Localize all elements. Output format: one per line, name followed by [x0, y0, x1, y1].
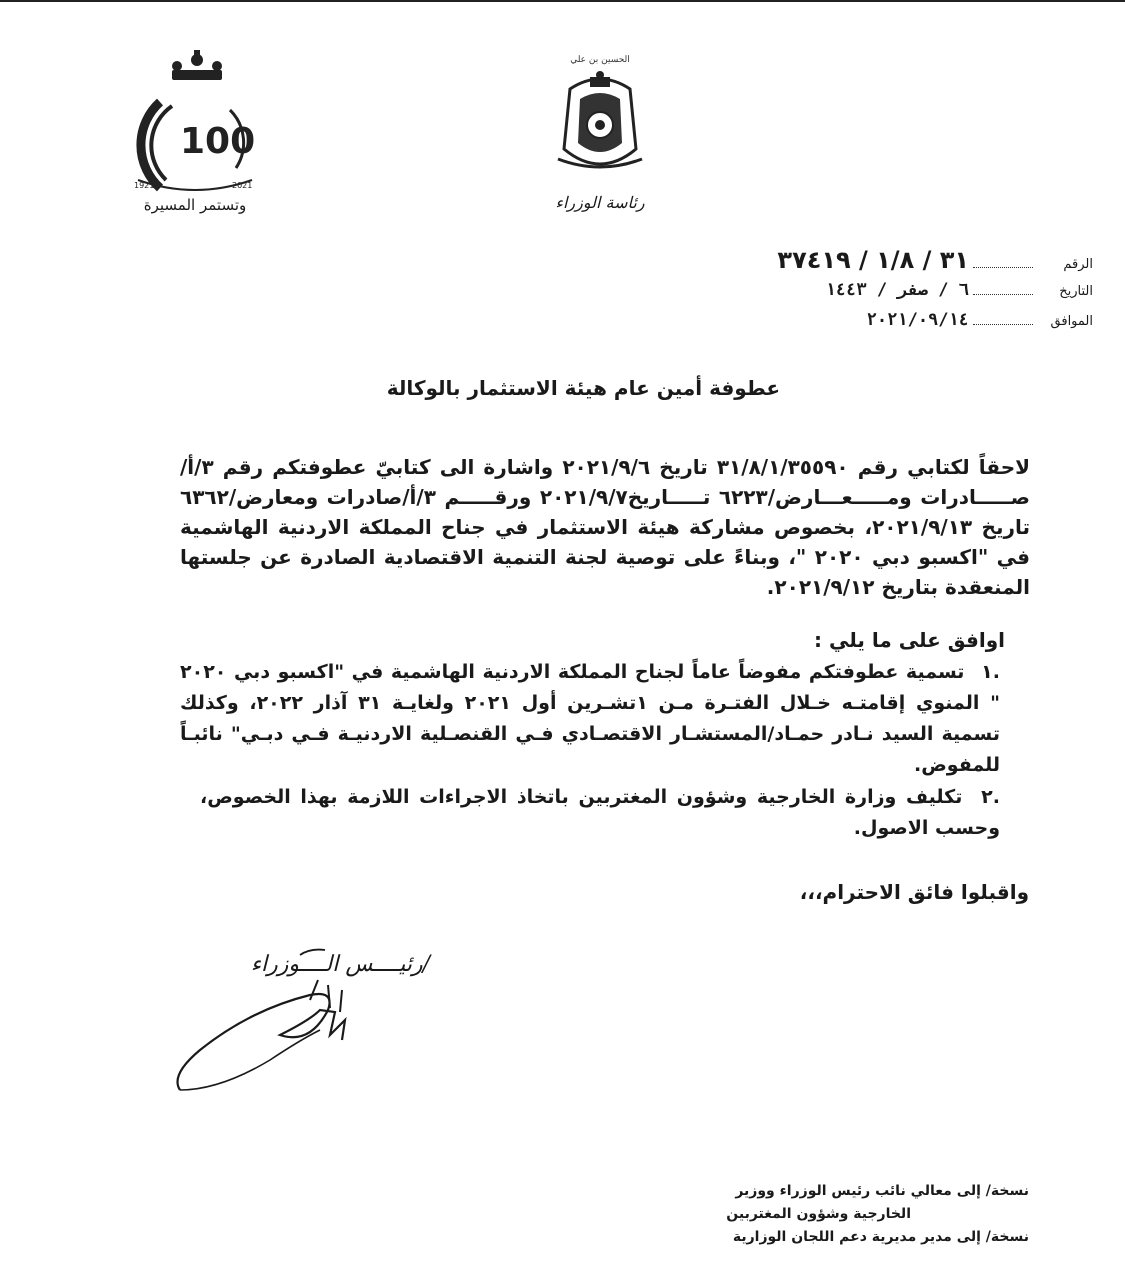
reference-date-value: ٦ / صفر / ١٤٤٣: [825, 280, 969, 300]
decision-item-text: تسمية عطوفتكم مفوضاً عاماً لجناح المملكة الاردنية الهاشمية في "اكسبو دبي ٢٠٢٠ " المنوي إقامتـه خـلال الفتـرة مـن ١تشـرين أول ٢٠٢١ ولغايـة ٣١ آذار ٢٠٢٢، وكذلك تسمية السيد نـادر حمـاد/المستشـار الاقتصـادي فـي القنصـلية الاردنيـة فـي دبـي" نائبـاً للمفوض.: [180, 661, 1000, 776]
dotted-leader: [973, 323, 1033, 325]
decision-item-number: .٢: [981, 786, 1000, 808]
reference-equivalent-value: ٢٠٢١/٠٩/١٤: [866, 310, 969, 330]
dotted-leader: [973, 266, 1033, 268]
reference-equivalent-row: [867, 310, 1093, 330]
addressee: عطوفة أمين عام هيئة الاستثمار بالوكالة: [386, 376, 780, 400]
centenary-emblem-icon: [120, 50, 270, 220]
centenary-number: 100: [180, 121, 256, 162]
copy-line-continuation: الخارجية وشؤون المغتربين: [726, 1206, 911, 1222]
copies-block: [669, 1180, 1029, 1249]
copy-line: نسخة/ إلى معالي نائب رئيس الوزراء ووزير: [735, 1183, 1029, 1199]
office-name: رئاسة الوزراء: [555, 193, 645, 212]
decision-item-text: تكليف وزارة الخارجية وشؤون المغتربين باتخاذ الاجراءات اللازمة بهذا الخصوص، وحسب الاصول.: [200, 786, 1000, 839]
centenary-slogan: وتستمر المسيرة: [143, 196, 247, 214]
top-border-line: [0, 0, 1125, 2]
reference-number-row: [777, 246, 1093, 274]
coat-of-arms-icon: [550, 69, 650, 179]
coat-of-arms-motto: الحسين بن علي: [570, 55, 630, 65]
decision-item: [200, 782, 1000, 844]
centenary-year-end: 2021: [232, 181, 253, 190]
handwritten-signature-icon: [160, 940, 390, 1110]
reference-number-label: الرقم: [1063, 257, 1093, 272]
reference-equivalent-label: الموافق: [1050, 314, 1093, 329]
crown-icon: [172, 50, 222, 80]
body-paragraph: لاحقاً لكتابي رقم ٣١/٨/١/٣٥٥٩٠ تاريخ ٢٠٢١/٩/٦ واشارة الى كتابيّ عطوفتكم رقم ٣/أ/صـــــادرات ومـــــعـــارض/٦٢٢٣ تـــــاريخ٢٠٢١/٩/٧ ورقـــــم ٣/أ/صادرات ومعارض/٦٣٦٢ تاريخ ٢٠٢١/٩/١٣، بخصوص مشاركة هيئة الاستثمار في جناح المملكة الاردنية الهاشمية في "اكسبو دبي ٢٠٢٠ "، وبناءً على توصية لجنة التنمية الاقتصادية الصادرة عن جلستها المنعقدة بتاريخ ٢٠٢١/٩/١٢.: [180, 455, 1031, 599]
decision-item: [180, 657, 1000, 781]
reference-date-row: [826, 280, 1093, 300]
dotted-leader: [973, 293, 1033, 295]
copy-line: نسخة/ إلى مدير مديرية دعم اللجان الوزارية: [732, 1229, 1029, 1245]
decision-item-number: .١: [981, 661, 1000, 683]
reference-date-label: التاريخ: [1059, 284, 1093, 299]
coat-of-arms-block: [540, 55, 660, 230]
closing-line: واقبلوا فائق الاحترام،،،: [799, 880, 1029, 904]
approve-line: اوافق على ما يلي :: [814, 628, 1005, 652]
reference-number-value: ٣١ / ١/٨ / ٣٧٤١٩: [777, 246, 969, 274]
signatory-title: /رئيــــس الــــوزراء: [250, 952, 430, 977]
centenary-year-start: 1921: [134, 181, 155, 190]
